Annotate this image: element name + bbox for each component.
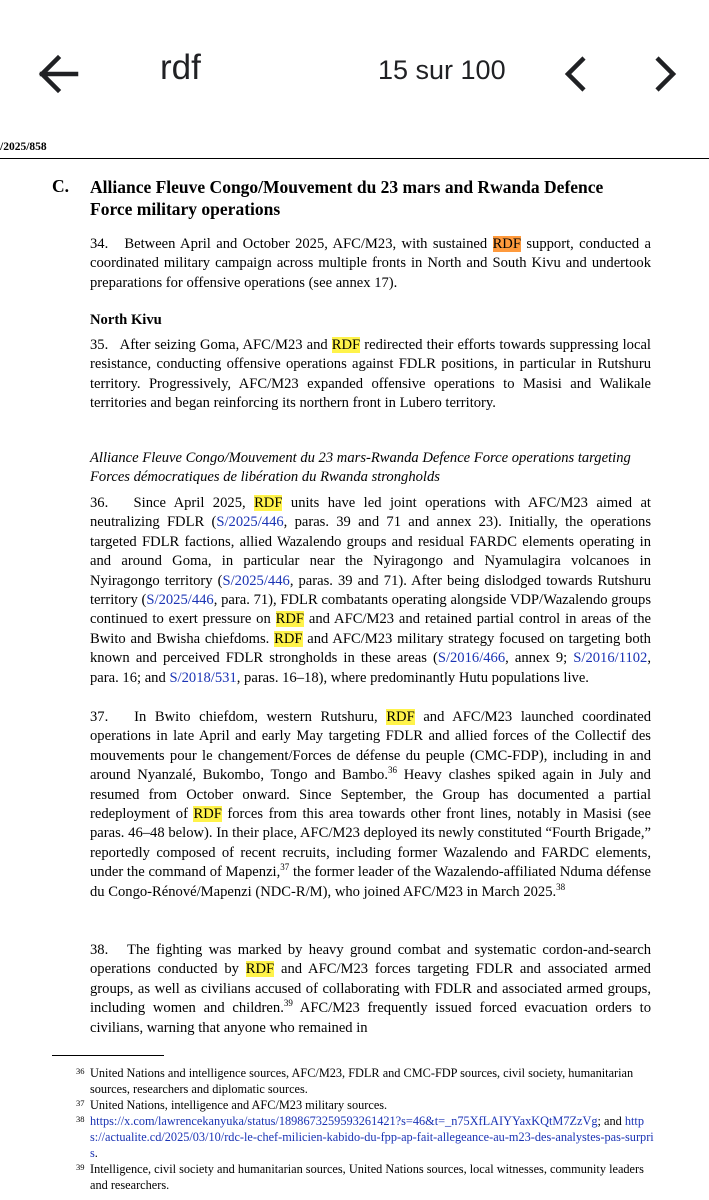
search-match[interactable]: RDF <box>274 630 303 647</box>
paragraph-34: 34. Between April and October 2025, AFC/M23, with sustained RDF support, conducted a coordinated military campaign across multiple fronts in North and South Kivu and undertook preparations for offensive operations (see annex 17). <box>90 236 651 291</box>
search-match[interactable]: RDF <box>331 337 361 353</box>
footnote-link[interactable]: https://actualite.cd/2025/03/10/rdc-le-chef-milicien-kabido-du-fpp-ap-fait-allegeance-au-m23-des-analystes-pas-surpris <box>90 1114 654 1160</box>
document-link[interactable]: S/2025/446 <box>216 514 284 531</box>
document-link[interactable]: S/2016/1102 <box>573 650 648 667</box>
italic-subheading: Alliance Fleuve Congo/Mouvement du 23 mars-Rwanda Defence Force operations targeting Forces démocratiques de libération du Rwanda strongholds <box>90 450 631 485</box>
next-match-button[interactable] <box>645 50 685 98</box>
document-link[interactable]: S/2025/446 <box>222 572 290 589</box>
footnote-link[interactable]: https://x.com/lawrencekanyuka/status/1898673259593261421?s=46&t=_n75XfLAIYYaxKQtM7ZzVg <box>90 1114 598 1128</box>
document-link[interactable]: S/2018/531 <box>169 669 237 686</box>
footnote-37: 37 United Nations, intelligence and AFC/M23 military sources. <box>76 1098 388 1112</box>
footnote-ref[interactable]: 36 <box>387 765 397 776</box>
document-link[interactable]: S/2025/446 <box>146 592 214 609</box>
search-match[interactable]: RDF <box>275 611 305 628</box>
footnote-ref[interactable]: 37 <box>280 862 290 873</box>
footnote-38: 38 https://x.com/lawrencekanyuka/status/1898673259593261421?s=46&t=_n75XfLAIYYaxKQtM7ZzVg; and https://actualite.cd/2025/03/10/rdc-le-chef-milicien-kabido-du-fpp-ap-fait-allegeance-au-m23-des-analystes-pas-surpris. <box>76 1114 654 1160</box>
footnote-ref[interactable]: 38 <box>556 881 566 892</box>
footnote-39: 39 Intelligence, civil society and humanitarian sources, United Nations sources, local witnesses, community leaders and researchers. <box>76 1162 644 1192</box>
footnote-number: 36 <box>76 1066 85 1076</box>
back-button[interactable] <box>32 48 84 100</box>
search-toolbar <box>0 0 709 140</box>
paragraph-36: 36. Since April 2025, RDF units have led joint operations with AFC/M23 aimed at neutralizing FDLR (S/2025/446, paras. 39 and 71 and annex 23). Initially, the operations targeted FDLR factions, allied Wazalendo groups and residual FARDC elements operating in and around Goma, in particular near the Nyiragongo and Nyamulagira volcanoes in Nyiragongo territory (S/2025/446, paras. 39 and 71). After being dislodged towards Rutshuru territory (S/2025/446, para. 71), FDLR combatants operating alongside VDP/Wazalendo groups continued to exert pressure on RDF and AFC/M23 and retained partial control in areas of the Bwito and Bwisha chiefdoms. RDF and AFC/M23 military strategy focused on targeting both known and perceived FDLR strongholds in these areas (S/2016/466, annex 9; S/2016/1102, para. 16; and S/2018/531, paras. 16–18), where predominantly Hutu populations live. <box>90 495 651 686</box>
search-match[interactable]: RDF <box>254 495 283 511</box>
footnote-ref[interactable]: 39 <box>283 998 293 1009</box>
footnote-divider <box>52 1055 164 1056</box>
search-match[interactable]: RDF <box>386 709 415 725</box>
search-match-current[interactable]: RDF <box>492 236 521 252</box>
arrow-left-icon <box>32 48 84 100</box>
chevron-left-icon <box>556 50 596 98</box>
chevron-right-icon <box>645 50 685 98</box>
paragraph-37: 37. In Bwito chiefdom, western Rutshuru, RDF and AFC/M23 launched coordinated operations in late April and early May targeting FDLR and allied forces of the Collectif des mouvements pour le changement/Forces de défense du peuple (CMC-FDP), including in and around Nyanzalé, Bukombo, Tongo and Bambo.$^{36}$ Heavy clashes spiked again in July and resumed from October onward. Since September, the Group has documented a partial redeployment of RDF forces from this area towards other front lines, notably in Masisi (see paras. 46–48 below). In their place, AFC/M23 deployed its newly constituted “Fourth Brigade,” reportedly composed of recent recruits, including former Wazalendo and FARDC elements, under the command of Mapenzi,$^{37}$ the former leader of the Wazalendo-affiliated Nduma défense du Congo-Rénové/Mapenzi (NDC-R/M), who joined AFC/M23 in March 2025.38 <box>90 709 652 900</box>
match-counter: 15 sur 100 <box>378 55 506 85</box>
search-match[interactable]: RDF <box>245 961 275 978</box>
footnote-number: 38 <box>76 1114 85 1124</box>
footnote-number: 37 <box>76 1098 85 1108</box>
section-title: Alliance Fleuve Congo/Mouvement du 23 mars and Rwanda Defence Force military operations <box>90 177 604 219</box>
header-divider <box>0 158 709 159</box>
paragraph-35: 35. After seizing Goma, AFC/M23 and RDF redirected their efforts towards suppressing local resistance, conducting offensive operations against FDLR positions, in particular in Rutshuru territory. Progressively, AFC/M23 expanded offensive operations to Masisi and Walikale territories and began reinforcing its northern front in Lubero territory. <box>90 337 651 412</box>
footnote-number: 39 <box>76 1162 85 1172</box>
search-query[interactable]: rdf <box>160 48 201 87</box>
footnote-36: 36 United Nations and intelligence sources, AFC/M23, FDLR and CMC-FDP sources, civil society, humanitarian sources, researchers and diplomatic sources. <box>76 1066 634 1096</box>
paragraph-38: 38. The fighting was marked by heavy ground combat and systematic cordon-and-search operations conducted by RDF and AFC/M23 forces targeting FDLR and associated armed groups, as well as civilians accused of collaborating with FDLR and associated armed groups, including women and children.$^{39}$ AFC/M23 frequently issued forced evacuation orders to civilians, warning that anyone who remained in <box>90 942 651 1036</box>
subheading-north-kivu: North Kivu <box>90 312 162 328</box>
search-match[interactable]: RDF <box>193 806 222 823</box>
previous-match-button[interactable] <box>556 50 596 98</box>
document-link[interactable]: S/2016/466 <box>437 650 506 667</box>
document-symbol: /2025/858 <box>0 141 47 153</box>
section-letter: C. <box>52 176 70 196</box>
